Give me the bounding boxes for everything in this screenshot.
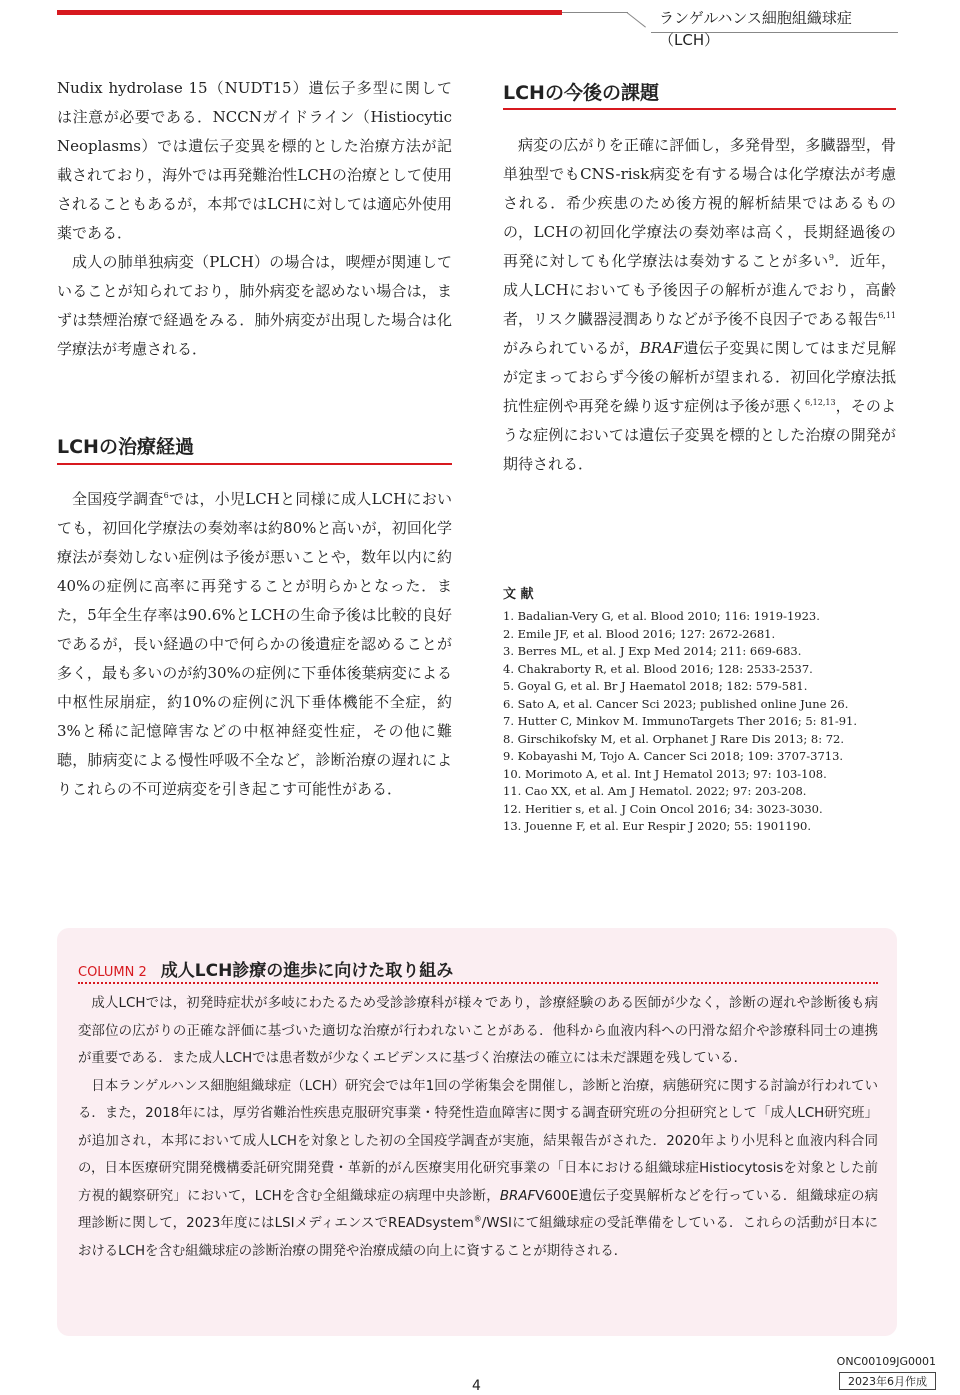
- reference-item: 12. Heritier s, et al. J Coin Oncol 2016; 34: 3023-3030.: [503, 801, 823, 816]
- reference-item: 1. Badalian-Very G, et al. Blood 2010; 116: 1919-1923.: [503, 609, 820, 623]
- reference-item: 5. Goyal G, et al. Br J Haematol 2018; 182: 579-581.: [503, 679, 808, 693]
- running-title: ランゲルハンス細胞組織球症（LCH）: [651, 7, 898, 33]
- citation: 6: [163, 491, 169, 500]
- citation: 9: [828, 253, 834, 262]
- column-heading: 成人LCH診療の進歩に向けた取り組み: [160, 961, 454, 981]
- column-body: [78, 990, 878, 1265]
- text: 日本ランゲルハンス細胞組織球症（LCH）研究会では年1回の学術集会を開催し，診断と治療，病態研究に関する討論が行われている．また，2018年には，厚労省難治性疾患克服研究事業・特発性造血障害に関する調査研究班の分担研究として「成人LCH研究班」が追加され，本邦において成人LCHを対象とした初の全国疫学調査が実施，結果報告がされた．2020年より小児科と血液内科合同の，日本医療研究開発機構委託研究開発費・革新的がん医療実用化研究事業の「日本における組織球症Histiocytosisを対象とした前方視的観察研究」において，LCHを含む全組織球症の病理中央診断，: [78, 1078, 878, 1204]
- gene-name: BRAF: [499, 1188, 536, 1204]
- reference-item: 11. Cao XX, et al. Am J Hematol. 2022; 97: 203-208.: [503, 784, 807, 798]
- section-rule: [57, 463, 452, 465]
- section-rule: [503, 108, 896, 110]
- reference-item: 13. Jouenne F, et al. Eur Respir J 2020; 55: 1901190.: [503, 819, 812, 833]
- header-rule-diagonal: [626, 12, 646, 28]
- reference-item: 3. Berres ML, et al. J Exp Med 2014; 211: 669-683.: [503, 644, 802, 658]
- header-red-bar: [57, 10, 562, 15]
- header-rule: [562, 12, 628, 13]
- text: では，小児LCHと同様に成人LCHにおいても，初回化学療法の奏効率は約80%と高いが，初回化学療法が奏効しない症例は予後が悪いことや，数年以内に約40%の症例に高率に再発することが明らかとなった．また，5年全生存率は90.6%とLCHの生命予後は比較的良好であるが，長い経過の中で何らかの後遺症を認めることが多く，最も多いのが約30%の症例に下垂体後葉病変による中枢性尿崩症，約10%の症例に汎下垂体機能不全症，約3%と稀に記憶障害などの中枢神経変性症，その他に難聴，肺病変による慢性呼吸不全など，診断治療の遅れによりこれらの不可逆病変を引き起こす可能性がある．: [57, 490, 452, 798]
- text: ．近年，成人LCHにおいても予後因子の解析が進んでおり，高齢者，リスク臓器浸潤ありなどが予後不良因子である報告: [503, 252, 896, 328]
- reference-item: 6. Sato A, et al. Cancer Sci 2023; published online June 26.: [503, 696, 849, 711]
- text: 全国疫学調査: [72, 490, 164, 508]
- registered-mark: ®: [473, 1214, 482, 1224]
- text: がみられているが，: [503, 339, 640, 357]
- section-title: LCHの今後の課題: [503, 82, 659, 104]
- citation: 6,12,13: [805, 398, 836, 407]
- references-list: [503, 608, 903, 836]
- paragraph: Nudix hydrolase 15（NUDT15）遺伝子多型に関しては注意が必要である．NCCNガイドライン（Histiocytic Neoplasms）では遺伝子変異を標的とした治療方法が記載されており，海外では再発難治性LCHの治療として使用されることもあるが，本邦ではLCHに対しては適応外使用薬である．: [57, 79, 452, 242]
- text: 遺伝子変異に関してはまだ見解が定まっておらず今後の解析が望まれる．初回化学療法抵抗性症例や再発を繰り返す症例は予後が悪く: [503, 339, 896, 415]
- left-column-bottom: [57, 485, 452, 804]
- left-column-top: [57, 74, 452, 364]
- reference-item: 8. Girschikofsky M, et al. Orphanet J Rare Dis 2013; 8: 72.: [503, 731, 845, 746]
- reference-item: 10. Morimoto A, et al. Int J Hematol 2013; 97: 103-108.: [503, 766, 827, 781]
- paragraph: 成人LCHでは，初発時症状が多岐にわたるため受診診療科が様々であり，診療経験のある医師が少なく，診断の遅れや診断後も病変部位の広がりの正確な評価に基づいた適切な治療が行われないことがある．他科から血液内科への円滑な紹介や診療科同士の連携が重要である．また成人LCHでは患者数が少なくエビデンスに基づく治療法の確立には未だ課題を残している．: [78, 996, 878, 1066]
- citation: 6,11: [878, 311, 896, 320]
- column-tag: COLUMN 2: [78, 965, 147, 980]
- document-code: ONC00109JG0001: [836, 1355, 936, 1368]
- section-title: LCHの治療経過: [57, 436, 194, 458]
- reference-item: 2. Emile JF, et al. Blood 2016; 127: 2672-2681.: [503, 626, 776, 641]
- column-dotted-rule: [78, 982, 878, 984]
- references-title: 文 献: [503, 587, 534, 602]
- page-number: 4: [472, 1378, 481, 1394]
- gene-name: BRAF: [639, 339, 684, 357]
- right-column: [503, 131, 896, 479]
- paragraph: [503, 131, 896, 479]
- paragraph: [78, 1073, 878, 1266]
- reference-item: 7. Hutter C, Minkov M. ImmunoTargets Ther 2016; 5: 81-91.: [503, 714, 858, 728]
- paragraph: 成人の肺単独病変（PLCH）の場合は，喫煙が関連していることが知られており，肺外病変を認めない場合は，まずは禁煙治療で経過をみる．肺外病変が出現した場合は化学療法が考慮される．: [57, 253, 452, 358]
- creation-date: 2023年6月作成: [839, 1372, 936, 1390]
- paragraph: [57, 485, 452, 804]
- column-title: [78, 956, 453, 981]
- reference-item: 4. Chakraborty R, et al. Blood 2016; 128: 2533-2537.: [503, 661, 813, 676]
- text: 病変の広がりを正確に評価し，多発骨型，多臓器型，骨単独型でもCNS-risk病変を有する場合は化学療法が考慮される．希少疾患のため後方視的解析結果ではあるものの，LCHの初回化学療法の奏効率は高く，長期経過後の再発に対しても化学療法は奏効することが多い: [503, 136, 896, 270]
- text: /WSIにて組織球症の受託準備をしている．これらの活動が日本におけるLCHを含む組織球症の診断治療の開発や治療成績の向上に資することが期待される．: [78, 1216, 879, 1259]
- text: ，そのような症例においては遺伝子変異を標的とした治療の開発が期待される．: [503, 397, 896, 473]
- text: V600E遺伝子変異解析などを行っている．組織球症の病理診断に関して，2023年度にはLSIメディエンスでREADsystem: [78, 1188, 879, 1231]
- reference-item: 9. Kobayashi M, Tojo A. Cancer Sci 2018; 109: 3707-3713.: [503, 749, 844, 763]
